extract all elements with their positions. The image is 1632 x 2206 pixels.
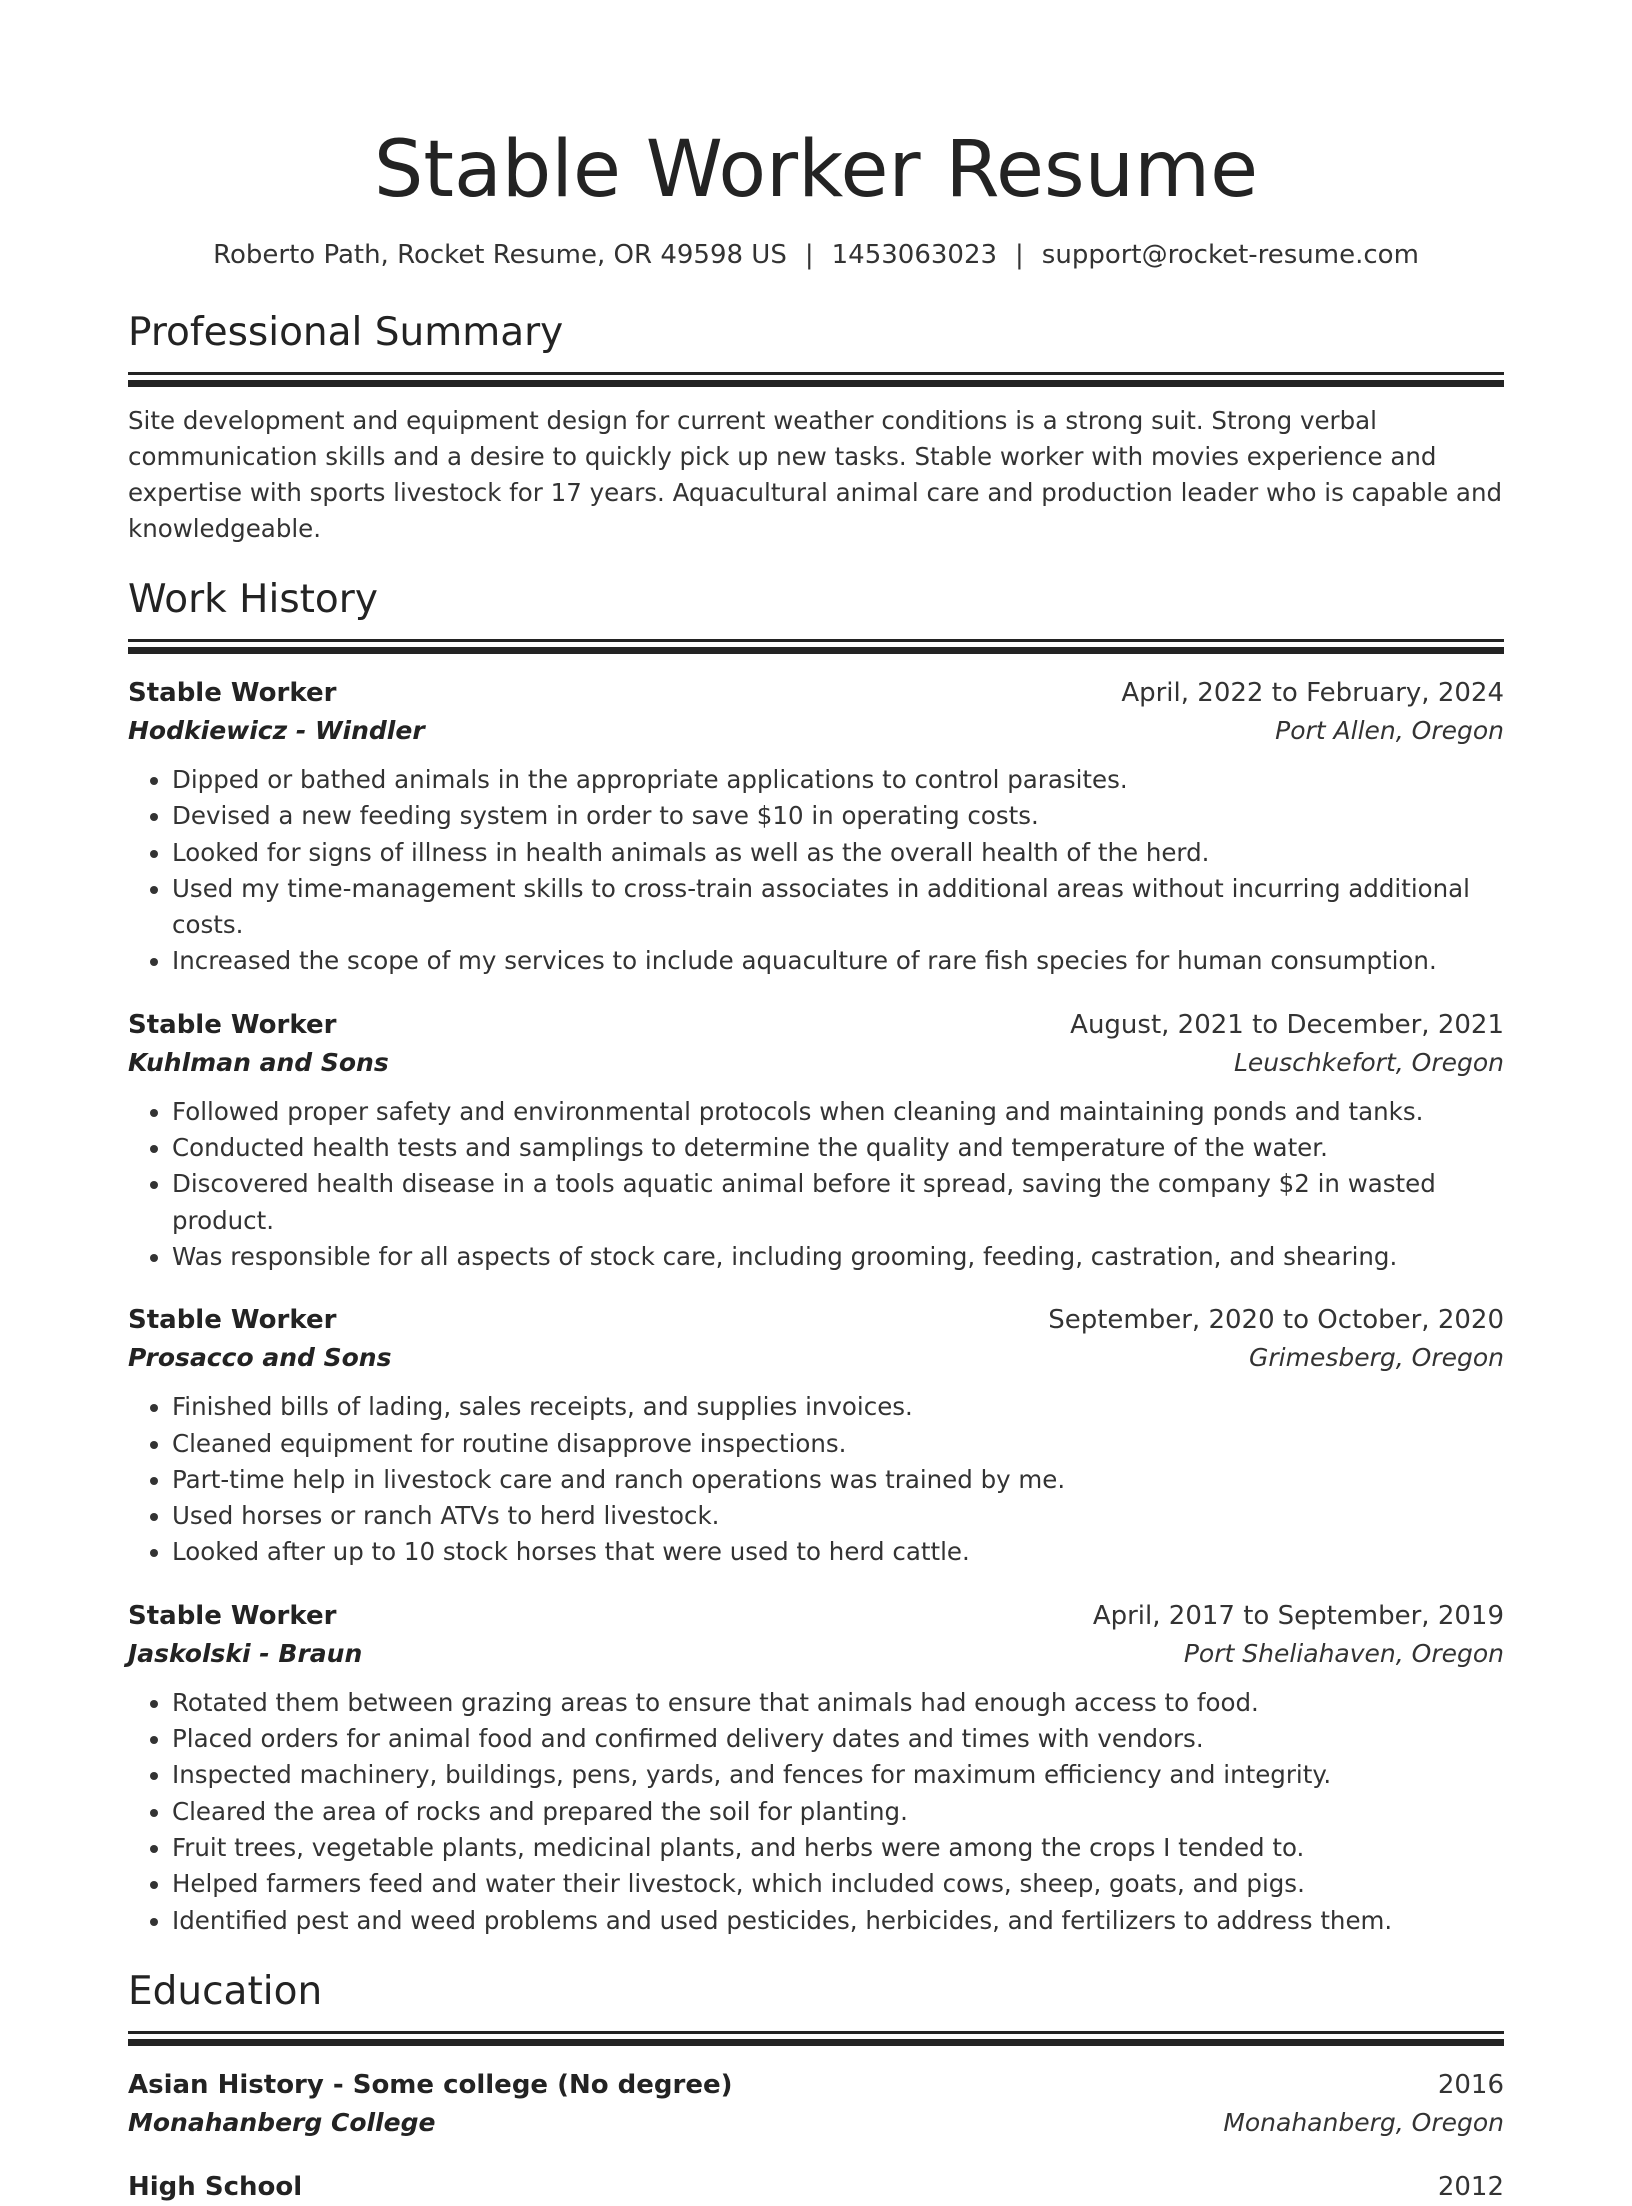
job-dates: August, 2021 to December, 2021: [1070, 1009, 1504, 1040]
list-item: • Used my time-management skills to cross-train associates in additional areas without incurring additional costs.: [172, 871, 1504, 944]
job-bullets: [128, 1094, 1504, 1275]
job-dates: April, 2017 to September, 2019: [1092, 1600, 1504, 1631]
contact-email[interactable]: support@rocket-resume.com: [1041, 240, 1419, 270]
contact-line: [128, 238, 1504, 272]
section-divider: [128, 2031, 1504, 2034]
section-title-education: Education: [128, 1968, 323, 2014]
education-year: 2012: [1437, 2171, 1504, 2202]
job-title: Stable Worker: [128, 678, 337, 708]
job-location: Grimesberg, Oregon: [1249, 1343, 1504, 1373]
job-title: Stable Worker: [128, 1009, 337, 1040]
resume-title: Stable Worker Resume: [373, 125, 1259, 215]
job-bullets: [128, 1389, 1504, 1570]
contact-separator: |: [804, 240, 814, 270]
job-entry: [128, 1006, 1504, 1275]
section-divider: [128, 372, 1504, 375]
list-item: • Used horses or ranch ATVs to herd livestock.: [172, 1498, 1504, 1534]
work-section-header: [128, 575, 1504, 654]
education-school: Monahanberg College: [128, 2107, 436, 2137]
section-title-summary: Professional Summary: [128, 310, 564, 355]
list-item: • Looked for signs of illness in health animals as well as the overall health of the herd.: [172, 835, 1504, 871]
list-item: • Rotated them between grazing areas to ensure that animals had enough access to food.: [172, 1685, 1504, 1721]
job-entry: [128, 1301, 1504, 1570]
section-divider-thick: [128, 380, 1504, 387]
job-entry: [128, 1597, 1504, 1939]
summary-text: Site development and equipment design for current weather conditions is a strong suit. Strong verbal communication skills and a desire to quickly pick up new tasks. Stable worker with movies experience and expertise with sports livestock for 17 years. Aquacultural animal care and production leader who is capable and knowledgeable.: [128, 406, 1503, 543]
list-item: • Placed orders for animal food and confirmed delivery dates and times with vendors.: [172, 1721, 1504, 1757]
job-entry: [128, 674, 1504, 980]
list-item: • Was responsible for all aspects of stock care, including grooming, feeding, castration, and shearing.: [172, 1239, 1504, 1275]
contact-phone: 1453063023: [831, 240, 998, 270]
section-divider: [128, 639, 1504, 642]
list-item: • Part-time help in livestock care and ranch operations was trained by me.: [172, 1462, 1504, 1498]
job-title: Stable Worker: [128, 1305, 337, 1336]
section-divider-thick: [128, 2039, 1504, 2046]
job-bullets: [128, 762, 1504, 980]
list-item: • Identified pest and weed problems and used pesticides, herbicides, and fertilizers to address them.: [172, 1903, 1504, 1939]
list-item: • Discovered health disease in a tools aquatic animal before it spread, saving the company $2 in wasted product.: [172, 1166, 1504, 1239]
job-company: Jaskolski - Braun: [128, 1638, 363, 1668]
job-location: Port Allen, Oregon: [1275, 716, 1504, 745]
list-item: • Dipped or bathed animals in the appropriate applications to control parasites.: [172, 762, 1504, 798]
job-location: Port Sheliahaven, Oregon: [1183, 1638, 1504, 1668]
contact-separator: |: [1015, 240, 1024, 270]
resume-page: [128, 0, 1504, 2202]
list-item: • Conducted health tests and samplings to determine the quality and temperature of the water.: [172, 1130, 1504, 1166]
list-item: • Inspected machinery, buildings, pens, yards, and fences for maximum efficiency and integrity.: [172, 1757, 1504, 1793]
education-degree: Asian History - Some college (No degree): [128, 2069, 733, 2100]
job-dates: September, 2020 to October, 2020: [1048, 1305, 1504, 1336]
job-bullets: [128, 1685, 1504, 1939]
education-entry: [128, 2066, 1504, 2142]
list-item: • Cleared the area of rocks and prepared the soil for planting.: [172, 1794, 1504, 1830]
education-year: 2016: [1437, 2069, 1504, 2100]
list-item: • Finished bills of lading, sales receipts, and supplies invoices.: [172, 1389, 1504, 1425]
list-item: • Fruit trees, vegetable plants, medicinal plants, and herbs were among the crops I tended to.: [172, 1830, 1504, 1866]
education-entry: [128, 2168, 1504, 2206]
job-location: Leuschkefort, Oregon: [1233, 1047, 1504, 1077]
section-divider-thick: [128, 647, 1504, 654]
list-item: • Helped farmers feed and water their livestock, which included cows, sheep, goats, and pigs.: [172, 1866, 1504, 1902]
job-company: Prosacco and Sons: [128, 1343, 392, 1373]
summary-section-header: [128, 308, 1504, 387]
job-dates: April, 2022 to February, 2024: [1121, 678, 1504, 708]
contact-address: Roberto Path, Rocket Resume, OR 49598 US: [213, 240, 787, 270]
education-degree: High School: [128, 2171, 303, 2202]
list-item: • Increased the scope of my services to include aquaculture of rare fish species for human consumption.: [172, 943, 1504, 979]
education-section-header: [128, 1967, 1504, 2046]
job-company: Hodkiewicz - Windler: [128, 716, 425, 745]
job-title: Stable Worker: [128, 1600, 337, 1631]
list-item: • Looked after up to 10 stock horses that were used to herd cattle.: [172, 1534, 1504, 1570]
list-item: • Followed proper safety and environmental protocols when cleaning and maintaining ponds and tanks.: [172, 1094, 1504, 1130]
list-item: • Devised a new feeding system in order to save $10 in operating costs.: [172, 798, 1504, 834]
education-location: Monahanberg, Oregon: [1223, 2107, 1504, 2137]
list-item: • Cleaned equipment for routine disapprove inspections.: [172, 1426, 1504, 1462]
job-company: Kuhlman and Sons: [128, 1047, 389, 1077]
section-title-work: Work History: [128, 577, 378, 622]
